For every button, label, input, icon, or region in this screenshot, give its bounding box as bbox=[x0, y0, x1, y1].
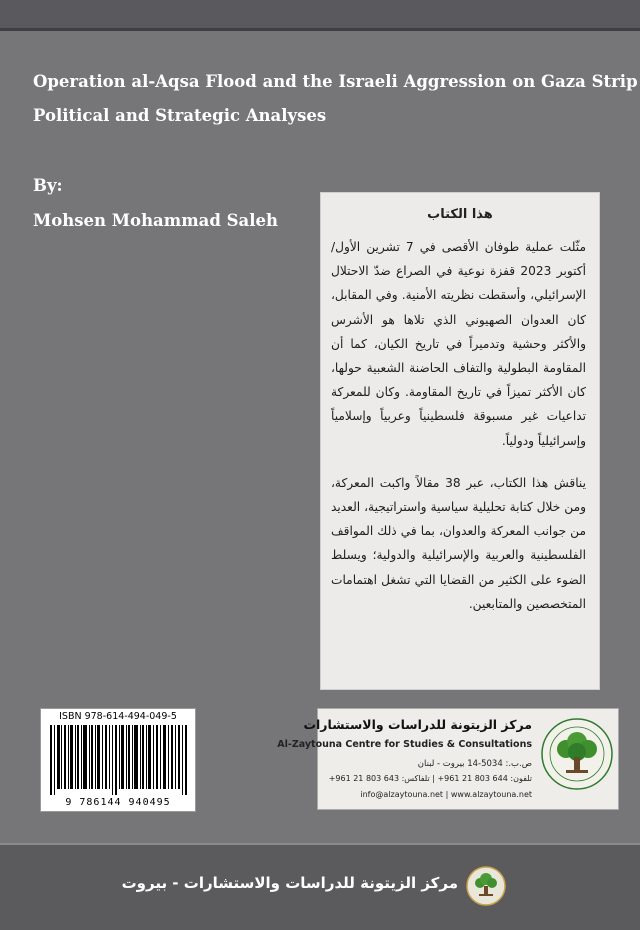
barcode-digits: 9 786144 940495 bbox=[65, 797, 171, 808]
olive-tree-logo-icon bbox=[540, 717, 614, 791]
barcode bbox=[50, 725, 188, 795]
publisher-name-arabic: مركز الزيتونة للدراسات والاستشارات bbox=[303, 717, 532, 732]
author-name: Mohsen Mohammad Saleh bbox=[33, 211, 279, 230]
publisher-phone: تلفون: 644 803 21 961+ | تلفاكس: 643 803 21 961+ bbox=[328, 774, 532, 783]
publisher-box bbox=[277, 708, 619, 810]
about-heading: هذا الكتاب bbox=[427, 207, 493, 222]
about-paragraph-2: يناقش هذا الكتاب، عبر 38 مقالاً واكبت المعركة، ومن خلال كتابة تحليلية سياسية واستراتيجية، العديد من جوانب المعركة والعدوان، بما في ذلك المواقف الفلسطينية والعربية والإسرائيلية والدولية؛ ويسلط الضوء على الكثير من القضايا التي تشغل اهتمامات المتخصصين والمتابعين. bbox=[331, 475, 587, 611]
publisher-contact: info@alzaytouna.net | www.alzaytouna.net bbox=[360, 790, 532, 799]
publisher-name-english: Al-Zaytouna Centre for Studies & Consultations bbox=[277, 739, 532, 750]
isbn-label: ISBN 978-614-494-049-5 bbox=[59, 711, 177, 722]
about-book-box bbox=[320, 192, 600, 690]
isbn-barcode-box bbox=[40, 708, 196, 812]
book-subtitle: Political and Strategic Analyses bbox=[33, 106, 327, 125]
by-label: By: bbox=[33, 176, 63, 195]
footer-olive-logo-icon bbox=[466, 866, 506, 906]
top-band bbox=[0, 0, 640, 31]
book-title: Operation al-Aqsa Flood and the Israeli Aggression on Gaza Strip bbox=[33, 72, 638, 91]
about-paragraph-1: مثّلت عملية طوفان الأقصى في 7 تشرين الأول/ أكتوبر 2023 قفزة نوعية في الصراع ضدّ الاحتلال الإسرائيلي، وأسقطت نظريته الأمنية. وفي المقابل، كان العدوان الصهيوني الذي تلاها هو الأشرس والأكثر وحشية وتدميراً في تاريخ الكيان، كما أن المقاومة البطولية والتفاف الحاضنة الشعبية حولها، كان الأكثر تميزاً في تاريخ المقاومة. وكان للمعركة تداعيات غير مسبوقة فلسطينياً وعربياً وإسلامياً وإسرائيلياً ودولياً. bbox=[331, 240, 586, 448]
footer-publisher-name: مركز الزيتونة للدراسات والاستشارات - بيروت bbox=[121, 874, 458, 892]
publisher-address: ص.ب.: 5034-14 بيروت - لبنان bbox=[417, 759, 532, 769]
